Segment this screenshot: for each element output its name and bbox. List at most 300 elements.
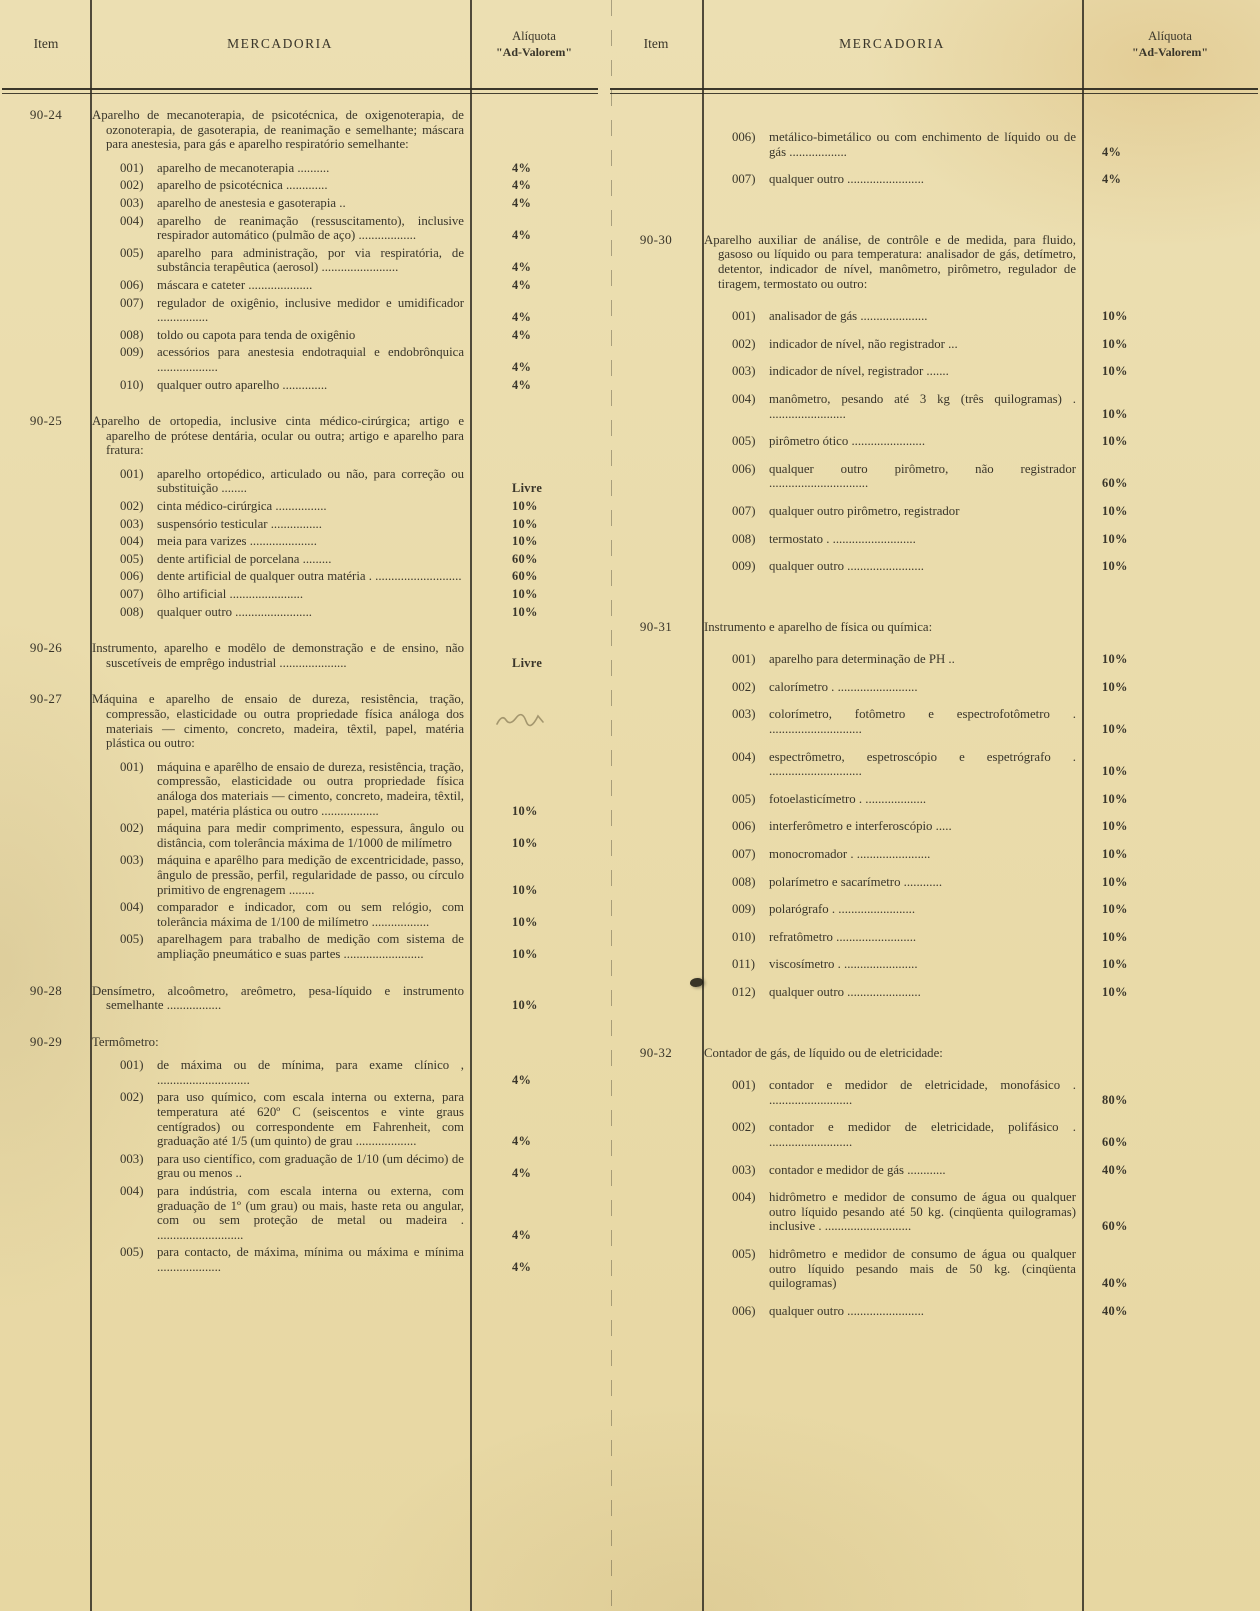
subitem-text: fotoelasticímetro . ................... (769, 791, 927, 806)
subitem-rate: 4% (512, 377, 532, 392)
subitem-description (702, 652, 1082, 667)
subitem-text: toldo ou capota para tenda de oxigênio (157, 327, 356, 342)
subitem-description (90, 345, 470, 374)
subitem-text: metálico-bimetálico ou com enchimento de líquido ou de gás .................. (769, 130, 1076, 159)
tariff-entry-main (610, 1046, 1258, 1061)
table-left-edge (611, 0, 612, 1611)
subitem-text: máquina para medir comprimento, espessura, ângulo ou distância, com tolerância máxima de 1/1000 de milímetro (157, 821, 464, 850)
subitem-code: 005) (732, 434, 756, 449)
subitem-description (90, 1058, 470, 1087)
subitem-rate: 4% (512, 327, 532, 342)
tariff-entry (610, 1046, 1258, 1319)
subitem-description (702, 130, 1082, 159)
subitem-rate: 4% (512, 160, 532, 175)
subitem-text: interferômetro e interferoscópio ..... (769, 819, 952, 834)
subitem-code: 006) (120, 277, 144, 292)
entry-description: Aparelho auxiliar de análise, de contrôle e de medida, para fluido, gasoso ou líquido ou para temperatura: analisador de gás, detímetro, detentor, indicador de nível, manômetro, pirômetro, regulador de tiragem, termostato ou outro: (704, 232, 1076, 291)
subitem-code: 003) (732, 707, 756, 722)
subitem-code: 003) (120, 853, 144, 868)
subitem-description (90, 821, 470, 850)
subitem-description (702, 985, 1082, 1000)
subitem-rate: 4% (1102, 172, 1122, 187)
subitem-code: 008) (732, 531, 756, 546)
subitem-rate: 10% (512, 803, 538, 818)
tariff-subitem (610, 504, 1258, 519)
subitem-code: 001) (120, 160, 144, 175)
tariff-subitem (610, 172, 1258, 187)
subitem-text: contador e medidor de eletricidade, polifásico . .......................... (769, 1120, 1076, 1149)
subitem-description (702, 1163, 1082, 1178)
subitem-description (702, 462, 1082, 491)
subitem-text: aparelho para administração, por via respiratória, de substância terapêutica (aerosol) ........................ (157, 245, 464, 275)
subitem-rate: 4% (512, 228, 532, 243)
subitem-text: de máxima ou de mínima, para exame clínico , ............................. (157, 1058, 464, 1087)
subitem-rate: 40% (1102, 1276, 1128, 1291)
subitem-text: para uso científico, com graduação de 1/10 (um décimo) de grau ou menos .. (157, 1151, 464, 1181)
tariff-entry-main (610, 620, 1258, 635)
subitem-code: 002) (120, 1090, 144, 1105)
subitem-description (90, 1184, 470, 1242)
column-divider (90, 0, 92, 1611)
subitem-rate: 4% (512, 260, 532, 275)
subitem-rate: 10% (1102, 957, 1128, 972)
subitem-code: 002) (120, 499, 144, 514)
subitem-text: máscara e cateter .................... (157, 277, 313, 292)
subitem-rate: 10% (512, 534, 538, 549)
subitem-code: 004) (120, 213, 144, 228)
subitem-description (702, 680, 1082, 695)
subitem-text: aparelho para determinação de PH .. (769, 652, 955, 667)
subitem-text: regulador de oxigênio, inclusive medidor e umidificador ................ (157, 295, 464, 325)
tariff-subitem (610, 1190, 1258, 1234)
subitem-rate: 10% (1102, 764, 1128, 779)
subitem-text: espectrômetro, espetroscópio e espetrógrafo . ............................. (769, 749, 1076, 779)
subitem-rate: 80% (1102, 1092, 1128, 1107)
entry-description: Densímetro, alcoômetro, areômetro, pesa-líquido e instrumento semelhante ................. (92, 983, 464, 1013)
subitem-rate: 10% (1102, 336, 1128, 351)
subitem-rate: 4% (512, 277, 532, 292)
subitem-description (90, 378, 470, 393)
subitem-description (90, 932, 470, 961)
entry-rate: Livre (512, 655, 543, 670)
header-aliquota-line1: Alíquota (512, 29, 556, 43)
header-mercadoria: MERCADORIA (839, 36, 945, 51)
entry-description: Aparelho de mecanoterapia, de psicotécnica, de oxigenoterapia, de ozonoterapia, de gasoterapia, de reanimação e semelhante; máscara para anestesia, para gás e aparelho respiratório semelhante: (92, 108, 464, 152)
subitem-description (702, 309, 1082, 324)
subitem-code: 005) (120, 1245, 144, 1260)
tariff-subitem (610, 1304, 1258, 1319)
subitem-description (702, 750, 1082, 779)
subitem-code: 001) (120, 466, 144, 481)
tariff-subitem (610, 559, 1258, 574)
subitem-rate: 10% (1102, 679, 1128, 694)
subitem-code: 008) (120, 327, 144, 342)
subitem-code: 004) (120, 1184, 144, 1199)
subitem-text: qualquer outro ........................ (157, 604, 312, 619)
subitem-rate: 4% (512, 178, 532, 193)
entry-rate: 10% (512, 998, 538, 1013)
subitem-description (702, 1078, 1082, 1107)
subitem-rate: 10% (1102, 819, 1128, 834)
subitem-text: monocromador . ....................... (769, 847, 931, 862)
header-aliquota (470, 28, 598, 60)
pencil-annotation (494, 708, 546, 730)
header-aliquota-line2: "Ad-Valorem" (1132, 45, 1208, 59)
subitem-rate: 10% (512, 587, 538, 602)
subitem-description (702, 532, 1082, 547)
subitem-text: polarímetro e sacarímetro ............ (769, 874, 943, 889)
subitem-rate: 10% (1102, 874, 1128, 889)
subitem-text: pirômetro ótico ....................... (769, 434, 926, 449)
header-aliquota-line1: Alíquota (1148, 29, 1192, 43)
header-mercadoria: MERCADORIA (227, 36, 333, 51)
subitem-description (90, 328, 470, 343)
tariff-subitem (610, 1120, 1258, 1149)
subitem-rate: 10% (1102, 503, 1128, 518)
subitem-code: 007) (732, 847, 756, 862)
subitem-description (90, 760, 470, 818)
entries-list (610, 94, 1258, 1318)
tariff-subitem (610, 434, 1258, 449)
subitem-text: indicador de nível, registrador ....... (769, 364, 949, 379)
subitem-text: qualquer outro ........................ (769, 172, 924, 187)
subitem-code: 012) (732, 985, 756, 999)
subitem-text: aparelho de anestesia e gasoterapia .. (157, 195, 346, 210)
subitem-description (702, 392, 1082, 421)
tariff-subitem (610, 875, 1258, 890)
subitem-text: para contacto, de máxima, mínima ou máxima e mínima .................... (157, 1245, 464, 1274)
subitem-rate: 60% (512, 569, 538, 584)
subitem-description (90, 569, 470, 584)
tariff-subitem (610, 130, 1258, 159)
subitem-description (702, 504, 1082, 519)
entry-description: Instrumento, aparelho e modêlo de demonstração e de ensino, não suscetíveis de emprêgo industrial ..................... (92, 641, 464, 670)
subitem-description (702, 707, 1082, 736)
subitem-rate: 10% (1102, 531, 1128, 546)
subitem-description (702, 875, 1082, 890)
subitem-code: 004) (732, 749, 756, 764)
subitem-text: comparador e indicador, com ou sem relógio, com tolerância máxima de 1/100 de milímetro .................. (157, 900, 464, 929)
header-aliquota (1082, 28, 1258, 60)
subitem-code: 004) (120, 534, 144, 549)
subitem-description (90, 900, 470, 929)
subitem-description (90, 1245, 470, 1274)
subitem-code: 009) (732, 902, 756, 917)
subitem-text: qualquer outro pirômetro, não registrador ............................... (769, 461, 1076, 491)
subitem-code: 001) (732, 1078, 756, 1093)
subitem-text: ôlho artificial ....................... (157, 587, 304, 602)
subitem-text: qualquer outro pirômetro, registrador (769, 503, 960, 518)
subitem-text: máquina e aparêlho de ensaio de dureza, resistência, tração, compressão, elasticidade ou outra propriedade física análoga dos materiais — cimento, concreto, madeira, têxtil, papel, matéria plástica ou outro .................. (157, 759, 464, 818)
subitem-description (702, 792, 1082, 807)
subitem-rate: 10% (512, 516, 538, 531)
subitem-text: manômetro, pesando até 3 kg (três quilogramas) . ........................ (769, 391, 1076, 421)
subitem-rate: 10% (1102, 929, 1128, 944)
subitem-code: 010) (732, 929, 756, 944)
subitem-code: 002) (120, 178, 144, 193)
tariff-subitem (610, 847, 1258, 862)
subitem-description (90, 1152, 470, 1181)
subitem-code: 009) (732, 559, 756, 574)
tariff-subitem (610, 309, 1258, 324)
subitem-text: aparelho de psicotécnica ............. (157, 178, 328, 193)
subitem-code: 004) (732, 1190, 756, 1205)
column-divider (470, 0, 472, 1611)
subitem-description (90, 499, 470, 514)
subitem-text: contador e medidor de gás ............ (769, 1162, 946, 1177)
subitem-description (702, 1304, 1082, 1319)
subitem-description (702, 930, 1082, 945)
subitem-text: dente artificial de porcelana ......... (157, 551, 332, 566)
tariff-subitem (610, 532, 1258, 547)
subitem-rate: 10% (1102, 722, 1128, 737)
tariff-entry (610, 620, 1258, 1000)
tariff-subitem (610, 902, 1258, 917)
subitem-code: 002) (732, 679, 756, 694)
subitem-rate: 60% (512, 551, 538, 566)
subitem-code: 003) (732, 364, 756, 379)
subitem-text: aparelhagem para trabalho de medição com sistema de ampliação pneumático e suas partes ......................... (157, 932, 464, 961)
subitem-description (702, 559, 1082, 574)
subitem-rate: 10% (1102, 985, 1128, 999)
tariff-subitem (610, 1163, 1258, 1178)
subitem-code: 005) (120, 551, 144, 566)
column-divider (1082, 0, 1084, 1611)
subitem-code: 001) (732, 309, 756, 324)
subitem-description (702, 172, 1082, 187)
subitem-code: 007) (732, 172, 756, 187)
subitem-description (90, 1090, 470, 1148)
subitem-code: 005) (732, 791, 756, 806)
subitem-text: para indústria, com escala interna ou externa, com graduação de 1º (um grau) ou mais, haste reta ou angular, com ou sem proteção de metal ou madeira . ........................... (157, 1184, 464, 1242)
entry-item-number: 90-31 (639, 618, 673, 634)
entry-description: Termômetro: (92, 1034, 159, 1049)
subitem-text: suspensório testicular ................ (157, 516, 322, 531)
tariff-subitem (610, 392, 1258, 421)
column-divider (702, 0, 704, 1611)
subitem-description (90, 552, 470, 567)
subitem-rate: 4% (512, 1227, 532, 1242)
subitem-description (90, 853, 470, 897)
subitem-code: 006) (732, 1303, 756, 1318)
subitem-rate: 4% (512, 310, 532, 325)
header-item: Item (643, 36, 669, 51)
subitem-rate: 10% (1102, 902, 1128, 917)
subitem-description (90, 178, 470, 193)
subitem-description (702, 434, 1082, 449)
subitem-description (90, 587, 470, 602)
subitem-rate: 4% (512, 1260, 532, 1274)
header-item: Item (33, 36, 59, 51)
subitem-rate: 40% (1102, 1162, 1128, 1177)
entry-description: Instrumento e aparelho de física ou química: (704, 619, 933, 634)
subitem-code: 008) (732, 874, 756, 889)
subitem-description (90, 296, 470, 325)
subitem-rate: 10% (512, 835, 538, 850)
subitem-code: 007) (120, 295, 144, 310)
subitem-description (702, 1190, 1082, 1234)
subitem-description (90, 196, 470, 211)
subitem-rate: 4% (512, 1134, 532, 1149)
subitem-code: 005) (120, 932, 144, 947)
subitem-rate: 10% (1102, 406, 1128, 421)
subitem-rate: 40% (1102, 1303, 1128, 1318)
tariff-entry (610, 233, 1258, 574)
tariff-subitem (610, 680, 1258, 695)
subitem-text: qualquer outro ....................... (769, 985, 921, 999)
subitem-description (702, 364, 1082, 379)
subitem-description (90, 605, 470, 620)
entry-description: Aparelho de ortopedia, inclusive cinta médico-cirúrgica; artigo e aparelho de prótese dentária, ocular ou outra; artigo e aparelho para fratura: (92, 414, 464, 458)
tariff-entry-main (610, 233, 1258, 291)
subitem-rate: 10% (1102, 364, 1128, 379)
entry-item-number: 90-25 (29, 413, 63, 429)
subitem-rate: Livre (512, 481, 543, 496)
subitem-text: qualquer outro ........................ (769, 559, 924, 574)
subitem-text: hidrômetro e medidor de consumo de água ou qualquer outro líquido pesando mais de 50 kg. (cinqüenta quilogramas) (769, 1246, 1076, 1291)
subitem-text: termostato . .......................... (769, 531, 916, 546)
subitem-text: analisador de gás ..................... (769, 309, 928, 324)
subitem-code: 003) (732, 1162, 756, 1177)
tariff-subitem (610, 819, 1258, 834)
subitem-text: aparelho ortopédico, articulado ou não, para correção ou substituição ........ (157, 466, 464, 496)
subitem-code: 003) (120, 516, 144, 531)
entry-item-number: 90-32 (639, 1044, 673, 1060)
subitem-rate: 60% (1102, 1219, 1128, 1234)
subitem-description (702, 1120, 1082, 1149)
subitem-text: colorímetro, fotômetro e espectrofotômetro . ............................. (769, 707, 1076, 737)
subitem-code: 006) (732, 461, 756, 476)
tariff-subitem (610, 750, 1258, 779)
subitem-text: acessórios para anestesia endotraquial e endobrônquica ................... (157, 345, 464, 374)
tariff-entry (610, 130, 1258, 187)
subitem-text: indicador de nível, não registrador ... (769, 336, 958, 351)
entry-description: Máquina e aparelho de ensaio de dureza, resistência, tração, compressão, elasticidade ou outra propriedade física análoga dos materiais — cimento, concreto, madeira, têxtil, papel, matéria plástica ou outro: (92, 692, 464, 751)
subitem-text: refratômetro ......................... (769, 929, 917, 944)
tariff-subitem (610, 930, 1258, 945)
subitem-code: 007) (732, 503, 756, 518)
subitem-code: 003) (120, 195, 144, 210)
subitem-code: 002) (732, 336, 756, 351)
subitem-text: aparelho de mecanoterapia .......... (157, 160, 330, 175)
subitem-text: hidrômetro e medidor de consumo de água ou qualquer outro líquido pesando até 50 kg. (cinqüenta quilogramas) inclusive . ........................... (769, 1190, 1076, 1234)
subitem-description (90, 214, 470, 243)
subitem-text: cinta médico-cirúrgica ................ (157, 499, 327, 514)
subitem-description (90, 517, 470, 532)
subitem-description (702, 819, 1082, 834)
subitem-description (702, 957, 1082, 972)
subitem-rate: 10% (512, 604, 538, 619)
subitem-description (702, 847, 1082, 862)
subitem-code: 002) (732, 1120, 756, 1135)
subitem-code: 002) (120, 821, 144, 836)
tariff-subitem (610, 1247, 1258, 1291)
entry-item-number: 90-24 (29, 107, 63, 122)
entry-description: Contador de gás, de líquido ou de eletricidade: (704, 1045, 943, 1060)
subitem-rate: 60% (1102, 1134, 1128, 1149)
subitem-text: contador e medidor de eletricidade, monofásico . .......................... (769, 1078, 1076, 1107)
subitem-code: 010) (120, 377, 144, 392)
entry-item-number: 90-29 (29, 1033, 63, 1049)
subitem-code: 001) (732, 652, 756, 667)
subitem-rate: 4% (512, 1166, 532, 1181)
tariff-table-right (610, 0, 1258, 1611)
subitem-text: para uso químico, com escala interna ou externa, para temperatura até 620º C (seiscentos e vinte graus centígrados) ou correspondente em Fahrenheit, com graduação até 1/5 (um quinto) de grau ................... (157, 1090, 464, 1149)
table-header (610, 0, 1258, 88)
subitem-code: 003) (120, 1151, 144, 1166)
entry-item-number: 90-27 (29, 691, 63, 707)
subitem-code: 005) (732, 1246, 756, 1261)
subitem-rate: 10% (1102, 434, 1128, 449)
subitem-code: 006) (732, 130, 756, 144)
subitem-text: aparelho de reanimação (ressuscitamento), inclusive respirador automático (pulmão de aço) .................. (157, 213, 464, 243)
subitem-text: meia para varizes ..................... (157, 534, 317, 549)
tariff-subitem (610, 364, 1258, 379)
subitem-code: 004) (120, 900, 144, 915)
subitem-description (702, 337, 1082, 352)
subitem-description (702, 1247, 1082, 1291)
subitem-rate: 10% (1102, 309, 1128, 324)
subitem-text: dente artificial de qualquer outra matéria . ........................... (157, 569, 462, 584)
subitem-rate: 10% (512, 499, 538, 514)
tariff-subitem (610, 985, 1258, 1000)
subitem-rate: 10% (512, 914, 538, 929)
entry-item-number: 90-28 (29, 982, 63, 998)
subitem-code: 009) (120, 345, 144, 360)
tariff-table-left (2, 0, 598, 1611)
subitem-rate: 60% (1102, 476, 1128, 491)
tariff-subitem (610, 792, 1258, 807)
subitem-description (90, 467, 470, 496)
subitem-text: calorímetro . ......................... (769, 679, 918, 694)
subitem-rate: 4% (512, 195, 532, 210)
subitem-code: 008) (120, 604, 144, 619)
subitem-code: 001) (120, 1058, 144, 1073)
subitem-rate: 4% (1102, 144, 1122, 159)
subitem-description (90, 246, 470, 275)
subitem-code: 005) (120, 245, 144, 260)
subitem-rate: 10% (1102, 652, 1128, 667)
subitem-code: 006) (732, 819, 756, 834)
subitem-rate: 4% (512, 1072, 532, 1087)
header-aliquota-line2: "Ad-Valorem" (496, 45, 572, 59)
subitem-rate: 10% (1102, 559, 1128, 574)
subitem-code: 007) (120, 587, 144, 602)
subitem-text: máquina e aparêlho para medição de excentricidade, passo, ângulo de pressão, perfil, regularidade de passo, ou círculo primitivo de engrenagem ........ (157, 853, 464, 897)
subitem-code: 004) (732, 391, 756, 406)
subitem-description (90, 161, 470, 176)
subitem-rate: 10% (1102, 847, 1128, 862)
subitem-text: qualquer outro aparelho .............. (157, 377, 328, 392)
tariff-subitem (610, 707, 1258, 736)
subitem-code: 011) (732, 957, 755, 972)
subitem-rate: 10% (512, 882, 538, 897)
entry-item-number: 90-26 (29, 640, 63, 656)
subitem-description (90, 278, 470, 293)
subitem-code: 001) (120, 759, 144, 774)
tariff-subitem (610, 337, 1258, 352)
tariff-subitem (610, 652, 1258, 667)
subitem-rate: 10% (512, 946, 538, 961)
subitem-text: polarógrafo . ........................ (769, 902, 916, 917)
subitem-rate: 4% (512, 359, 532, 374)
tariff-subitem (610, 462, 1258, 491)
subitem-description (90, 534, 470, 549)
subitem-text: viscosímetro . ....................... (769, 957, 918, 972)
subitem-description (702, 902, 1082, 917)
subitem-text: qualquer outro ........................ (769, 1303, 924, 1318)
tariff-subitem (610, 1078, 1258, 1107)
